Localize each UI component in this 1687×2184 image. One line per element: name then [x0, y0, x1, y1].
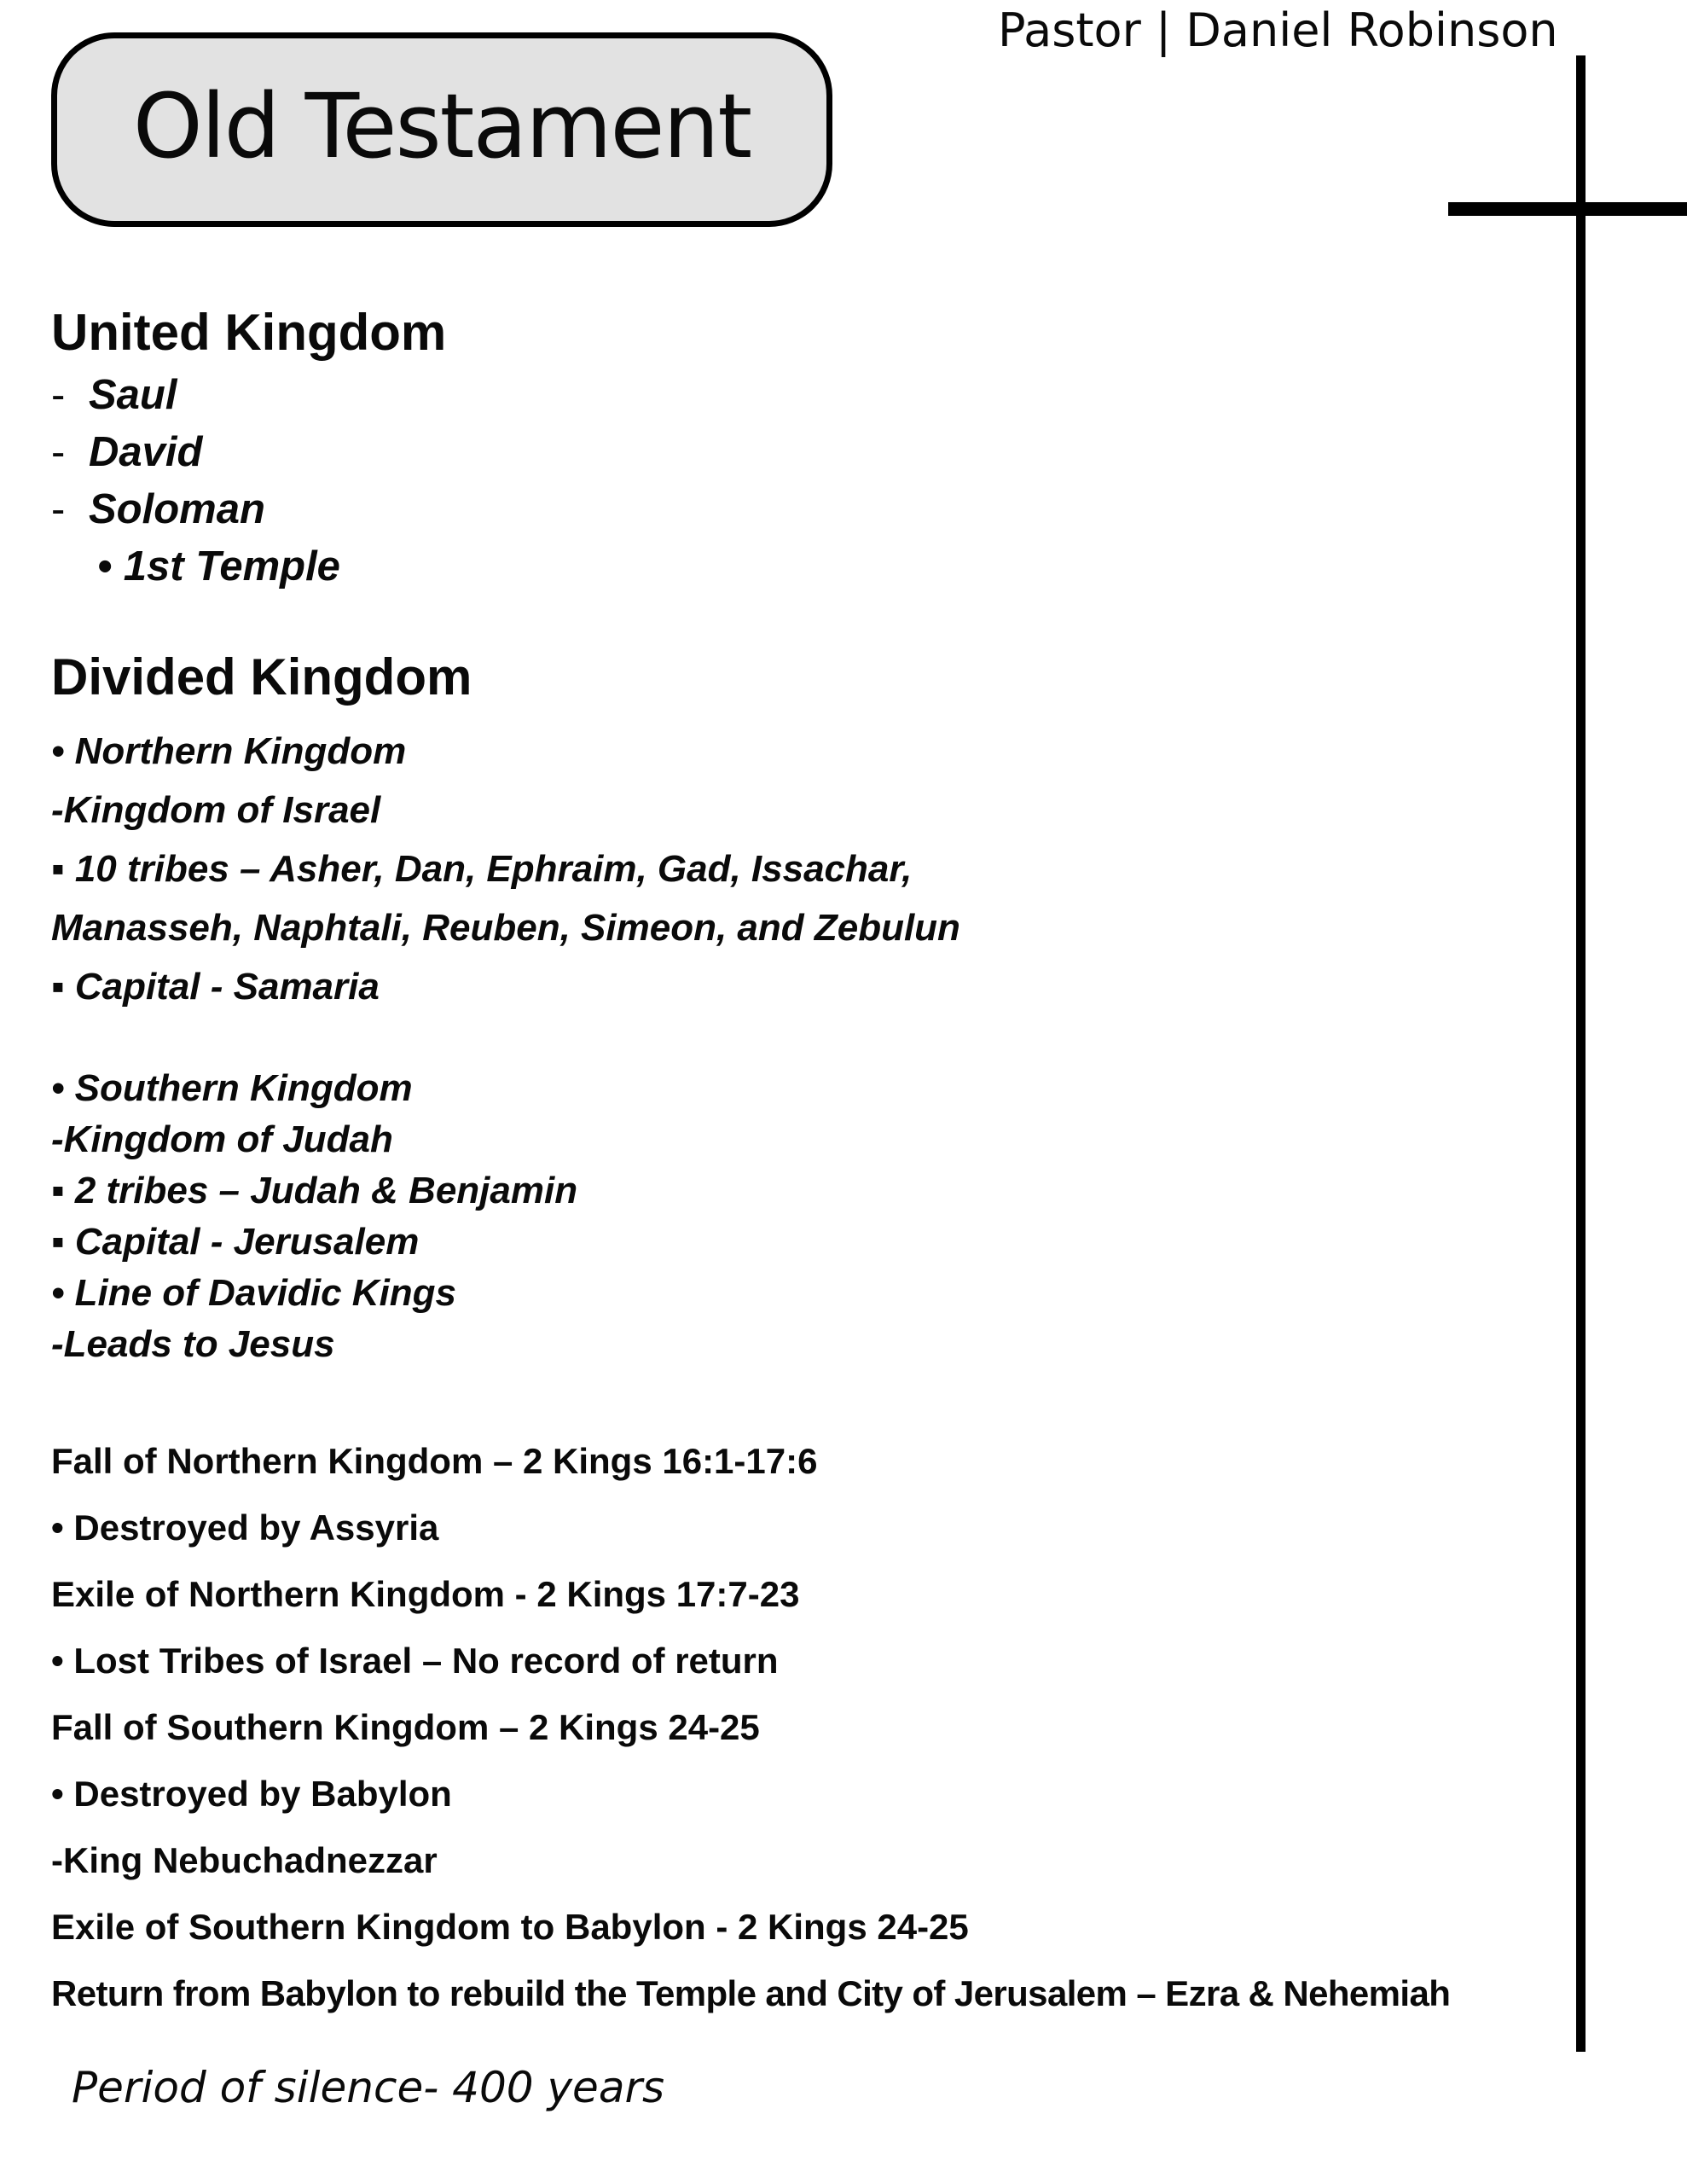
list-item: ▪ 10 tribes – Asher, Dan, Ephraim, Gad, Issachar, — [51, 848, 913, 890]
author-credit: Pastor | Daniel Robinson — [998, 3, 1558, 57]
section-heading-divided-kingdom: Divided Kingdom — [51, 648, 472, 706]
king-name: David — [89, 429, 203, 475]
list-item: Manasseh, Naphtali, Reuben, Simeon, and Zebulun — [51, 907, 960, 949]
list-item-king — [51, 371, 177, 419]
page-title: Old Testament — [132, 74, 751, 178]
king-name: Saul — [89, 372, 177, 418]
dash-marker: - — [51, 429, 66, 475]
event-line: Exile of Northern Kingdom - 2 Kings 17:7-23 — [51, 1574, 800, 1614]
footer-note: Period of silence- 400 years — [72, 2063, 665, 2112]
section-heading-united-kingdom: United Kingdom — [51, 304, 447, 361]
cross-vertical-bar — [1576, 55, 1586, 2052]
title-banner — [51, 32, 832, 227]
list-item: -Kingdom of Judah — [51, 1118, 393, 1160]
list-item: -Kingdom of Israel — [51, 789, 381, 831]
event-line: • Destroyed by Assyria — [51, 1507, 439, 1548]
list-item-king — [51, 428, 202, 476]
list-item: • Northern Kingdom — [51, 730, 407, 772]
dash-marker: - — [51, 486, 66, 532]
list-item-king — [51, 485, 265, 533]
sub-list-item: • 1st Temple — [97, 543, 340, 590]
event-line: Return from Babylon to rebuild the Temple and City of Jerusalem – Ezra & Nehemiah — [51, 1973, 1451, 2013]
list-item: • Southern Kingdom — [51, 1067, 413, 1109]
list-item: -Leads to Jesus — [51, 1323, 335, 1365]
event-line: • Lost Tribes of Israel – No record of return — [51, 1641, 779, 1681]
cross-horizontal-bar — [1448, 202, 1687, 216]
event-line: • Destroyed by Babylon — [51, 1774, 452, 1814]
event-line: Fall of Northern Kingdom – 2 Kings 16:1-17:6 — [51, 1441, 818, 1481]
king-name: Soloman — [89, 486, 265, 532]
list-item: ▪ Capital - Samaria — [51, 966, 380, 1008]
list-item: ▪ Capital - Jerusalem — [51, 1221, 420, 1263]
list-item: • Line of Davidic Kings — [51, 1272, 457, 1314]
event-line: Fall of Southern Kingdom – 2 Kings 24-25 — [51, 1707, 760, 1747]
dash-marker: - — [51, 372, 66, 418]
event-line: -King Nebuchadnezzar — [51, 1840, 438, 1880]
list-item: ▪ 2 tribes – Judah & Benjamin — [51, 1170, 578, 1211]
event-line: Exile of Southern Kingdom to Babylon - 2 Kings 24-25 — [51, 1907, 969, 1947]
